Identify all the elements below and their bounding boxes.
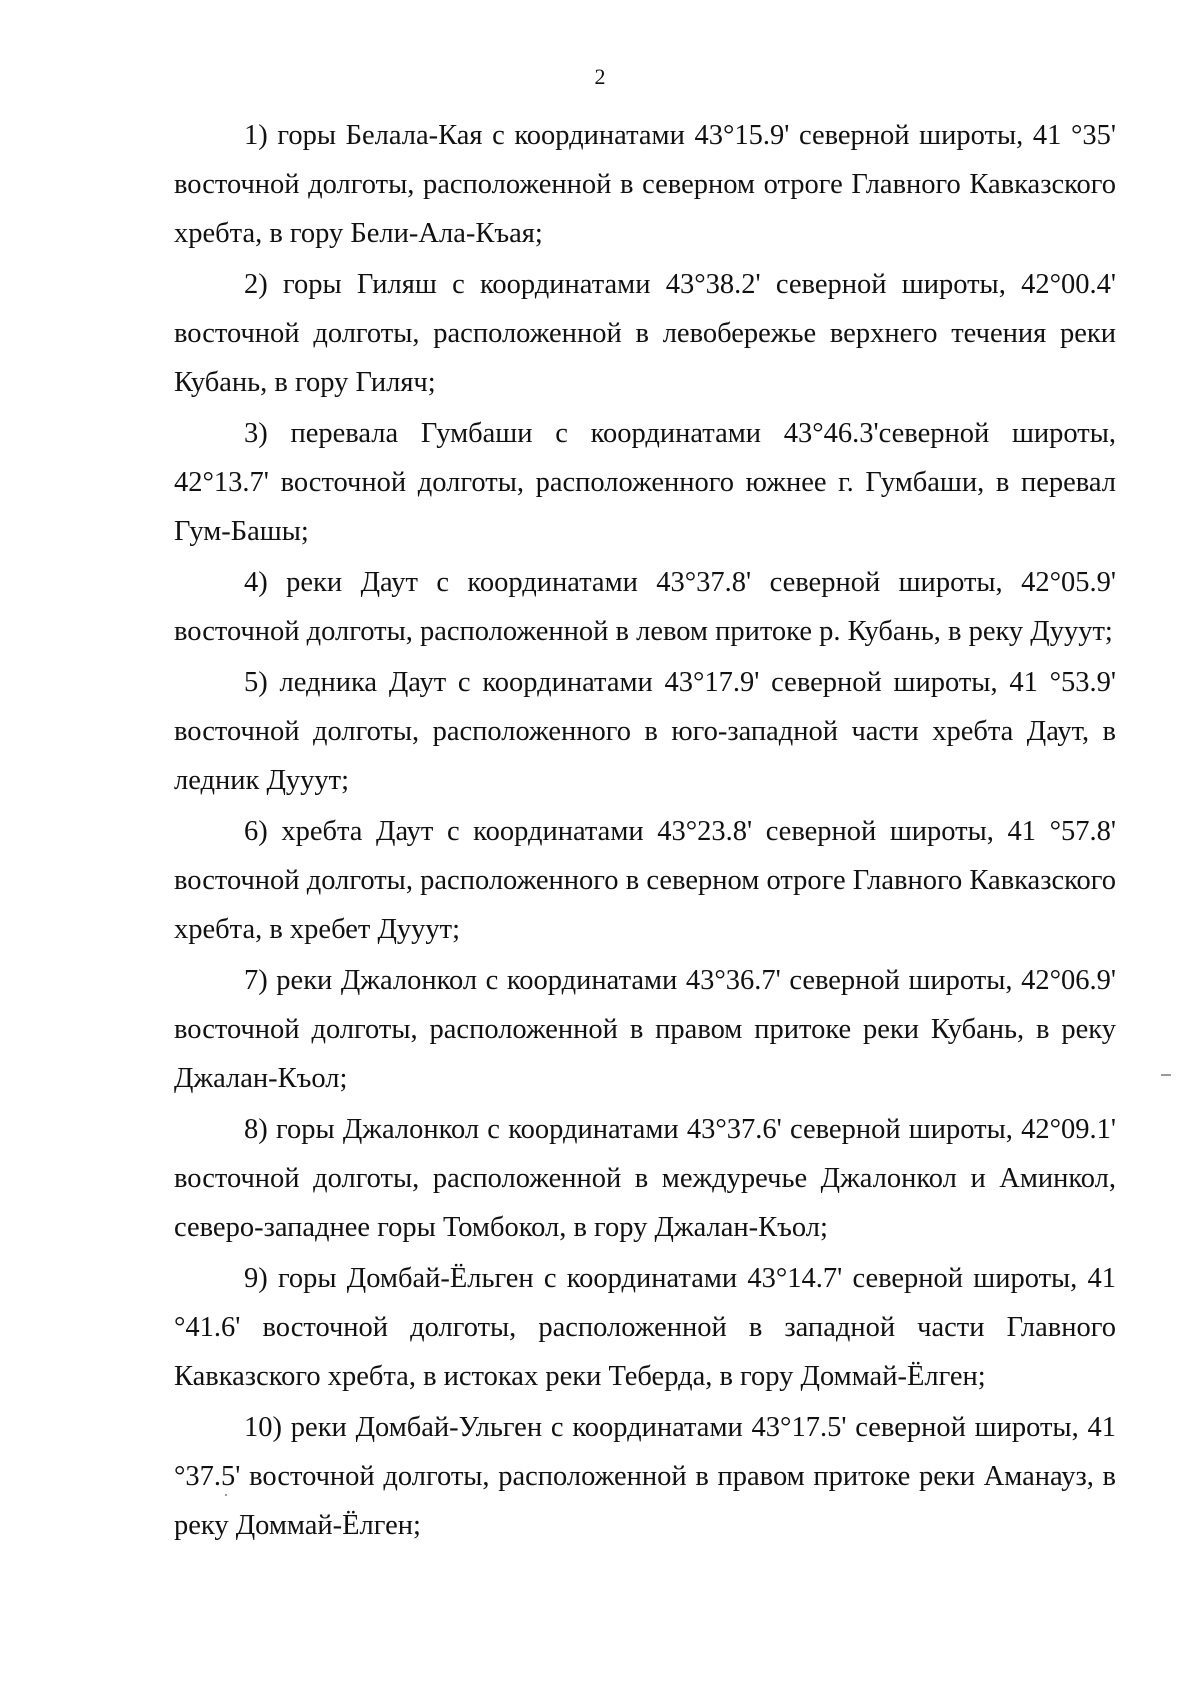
list-item: 9) горы Домбай-Ёльген с координатами 43°14.7' северной широты, 41 °41.6' восточной долготы, расположенной в западной части Главного Кавказского хребта, в истоках реки Теберда, в гору Доммай-Ёлген; xyxy=(174,1263,1116,1392)
list-item: 6) хребта Даут с координатами 43°23.8' северной широты, 41 °57.8' восточной долготы, расположенного в северном отроге Главного Кавказского хребта, в хребет Дууут; xyxy=(174,816,1116,945)
list-item: 8) горы Джалонкол с координатами 43°37.6' северной широты, 42°09.1' восточной долготы, расположенной в междуречье Джалонкол и Аминкол, северо-западнее горы Томбокол, в гору Джалан-Къол; xyxy=(174,1114,1116,1243)
list-item: 7) реки Джалонкол с координатами 43°36.7' северной широты, 42°06.9' восточной долготы, расположенной в правом притоке реки Кубань, в реку Джалан-Къол; xyxy=(174,965,1116,1094)
scan-artifact-dot xyxy=(225,1494,227,1496)
list-item: 4) реки Даут с координатами 43°37.8' северной широты, 42°05.9' восточной долготы, расположенной в левом притоке р. Кубань, в реку Дууут; xyxy=(174,567,1116,647)
list-item: 5) ледника Даут с координатами 43°17.9' северной широты, 41 °53.9' восточной долготы, расположенного в юго-западной части хребта Даут, в ледник Дууут; xyxy=(174,667,1116,796)
scan-artifact-dash xyxy=(1161,1074,1171,1076)
page-number: 2 xyxy=(594,64,606,89)
list-item: 3) перевала Гумбаши с координатами 43°46.3'северной широты, 42°13.7' восточной долготы, расположенного южнее г. Гумбаши, в перевал Гум-Башы; xyxy=(174,418,1116,547)
list-item: 2) горы Гиляш с координатами 43°38.2' северной широты, 42°00.4' восточной долготы, расположенной в левобережье верхнего течения реки Кубань, в гору Гиляч; xyxy=(174,269,1116,398)
list-item: 1) горы Белала-Кая с координатами 43°15.9' северной широты, 41 °35' восточной долготы, расположенной в северном отроге Главного Кавказского хребта, в гору Бели-Ала-Къая; xyxy=(174,120,1116,249)
list-item: 10) реки Домбай-Ульген с координатами 43°17.5' северной широты, 41 °37.5' восточной долготы, расположенной в правом притоке реки Аманауз, в реку Доммай-Ёлген; xyxy=(174,1412,1116,1541)
document-body xyxy=(174,111,1116,1552)
